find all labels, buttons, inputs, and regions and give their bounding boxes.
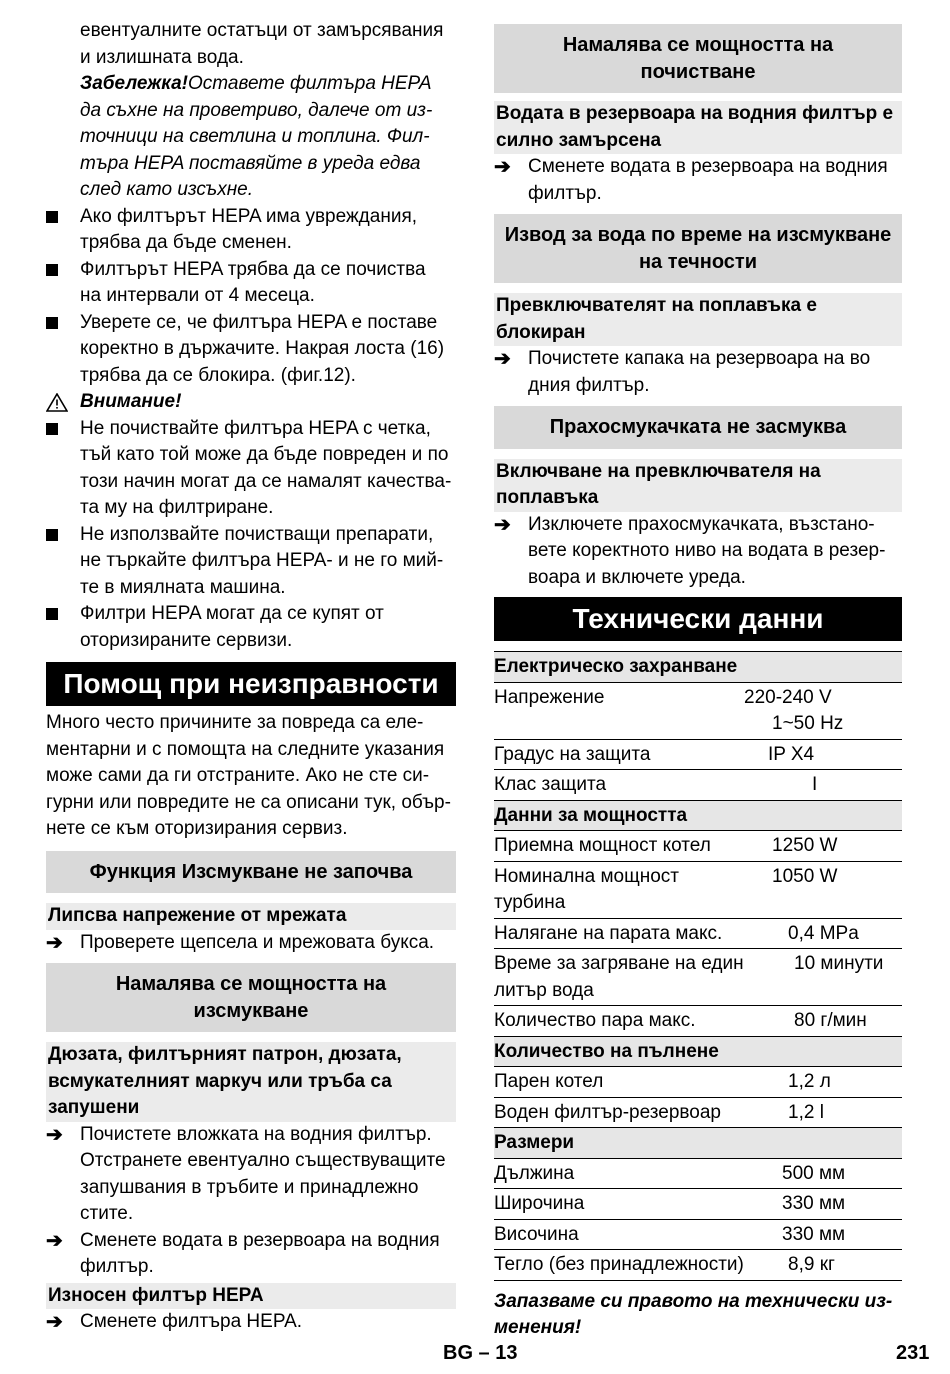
square-bullet-icon (46, 211, 58, 223)
action-item (494, 346, 902, 399)
text-line: Уверете се, че филтъра HEPA е поставе (80, 311, 438, 333)
spec-label: Време за загряване на един литър вода (494, 949, 744, 1006)
spec-label: Градус на защита (494, 739, 744, 770)
table-row (494, 682, 902, 739)
arrow-right-icon: ➔ (46, 1311, 63, 1333)
spec-value-line: 0,4 MPa (788, 922, 859, 944)
table-row (494, 949, 902, 1006)
left-column (46, 18, 456, 1336)
table-category-row (494, 1036, 902, 1067)
spec-value (744, 739, 902, 770)
text-line: Не използвайте почистващи препарати, (80, 523, 434, 545)
subsection-heading: Функция Изсмукване не започва (46, 851, 456, 894)
text-line: Ако филтърът HEPA има увреждания, (80, 205, 418, 227)
fault-heading (46, 1042, 456, 1122)
table-row (494, 1097, 902, 1128)
arrow-right-icon: ➔ (494, 348, 511, 370)
heading-line: Извод за вода по време на изсмукване (504, 224, 892, 246)
text-line: Запазваме си правото на технически из- (494, 1290, 893, 1312)
heading-line: Намалява се мощността на (562, 34, 834, 56)
bullet-item (46, 522, 456, 602)
square-bullet-icon (46, 264, 58, 276)
text-line: Филтри HEPA могат да се купят от оторизираните сервизи. (80, 603, 384, 651)
heading-line: Намалява се мощността на (115, 973, 387, 995)
square-bullet-icon (46, 423, 58, 435)
heading-line: всмукателният маркуч или тръба са (48, 1070, 392, 1092)
text-line: ментарни и с помощта на следните указания (46, 738, 445, 760)
action-item (46, 1228, 456, 1281)
text-line: Проверете щепсела и мрежовата букса. (80, 931, 435, 953)
table-row (494, 1158, 902, 1189)
text-line: Не почиствайте филтъра HEPA с четка, (80, 417, 431, 439)
arrow-right-icon: ➔ (494, 156, 511, 178)
heading-line: Включване на превключвателя на (496, 460, 821, 482)
tech-data-title: Технически данни (494, 597, 902, 641)
arrow-right-icon: ➔ (46, 1229, 63, 1252)
table-category-row (494, 1128, 902, 1159)
text-line: те в миялната машина. (80, 576, 286, 598)
heading-line: почистване (640, 60, 756, 83)
spec-value-line: 500 мм (782, 1162, 846, 1184)
note-text-line: търа HEPA поставяйте в уреда едва (80, 152, 421, 174)
table-row (494, 1250, 902, 1281)
note-label: Забележка! (80, 73, 188, 94)
bullet-item (46, 310, 456, 390)
spec-value-line: 220-240 V (744, 686, 832, 708)
text-line: коректно в държачите. Накрая лоста (16) (80, 338, 445, 359)
text-line: гурни или повредите не са описани тук, обър- (46, 791, 451, 813)
closing-note (494, 1289, 902, 1342)
text-line: трябва да се блокира. (фиг.12). (80, 364, 356, 386)
text-line: филтър. (80, 1256, 154, 1277)
subsection-heading (494, 24, 902, 93)
section-title: Помощ при неизправности (46, 662, 456, 706)
intro-text (46, 18, 456, 71)
table-row (494, 1189, 902, 1220)
action-item (46, 1309, 456, 1336)
category-label: Количество на пълнене (494, 1036, 902, 1067)
action-item (46, 1122, 456, 1228)
spec-value (744, 1250, 902, 1281)
text-line: Изключете прахосмукачката, възстано- (528, 513, 875, 535)
text-line: та му на филтриране. (80, 497, 274, 518)
footer-section-label: BG – 13 (443, 1342, 518, 1364)
category-label: Размери (494, 1128, 902, 1159)
spec-value-line: I (812, 774, 818, 795)
spec-value (744, 682, 902, 739)
spec-value (744, 1158, 902, 1189)
text-line: вете коректното ниво на водата в резер- (528, 540, 886, 561)
spec-value-line: 1,2 л (788, 1071, 831, 1092)
arrow-right-icon: ➔ (46, 1123, 63, 1146)
spec-value-line: 330 мм (782, 1223, 846, 1245)
category-label: Електрическо захранване (494, 652, 902, 683)
table-row (494, 1219, 902, 1250)
text-line: Много често причините за повреда са еле- (46, 712, 424, 733)
note-text-line: Оставете филтъра HEPA (187, 73, 432, 94)
spec-label: Парен котел (494, 1067, 744, 1098)
spec-value-line: 1050 W (772, 865, 838, 887)
note-text-line: точници на светлина и топлина. Фил- (80, 126, 430, 147)
text-line: на интервали от 4 месеца. (80, 285, 315, 306)
text-line: този начин могат да се намалят качества- (80, 470, 452, 492)
spec-value-line: 10 минути (794, 953, 884, 974)
text-line: може сами да ги отстраните. Ако не сте си- (46, 765, 430, 786)
fault-heading (494, 293, 902, 346)
spec-value-line: 8,9 кг (788, 1254, 835, 1275)
fault-heading: Липсва напрежение от мрежата (46, 903, 456, 930)
table-row (494, 918, 902, 949)
square-bullet-icon (46, 317, 58, 329)
text-line: менения! (494, 1317, 582, 1338)
heading-line: Превключвателят на поплавъка е (496, 295, 817, 316)
spec-value (744, 1219, 902, 1250)
square-bullet-icon (46, 608, 58, 620)
spec-value-line: IP X4 (768, 743, 815, 765)
square-bullet-icon (46, 529, 58, 541)
note (46, 71, 456, 204)
category-label: Данни за мощността (494, 800, 902, 831)
table-category-row (494, 800, 902, 831)
text-line: Сменете водата в резервоара на водния (528, 156, 888, 177)
fault-heading (494, 101, 902, 154)
table-row (494, 861, 902, 918)
heading-line: блокиран (496, 321, 586, 343)
heading-line: Дюзата, филтърният патрон, дюзата, (48, 1044, 402, 1065)
spec-value (744, 861, 902, 918)
heading-line: на течности (638, 250, 758, 273)
spec-label: Напрежение (494, 682, 744, 739)
action-item (494, 512, 902, 592)
bullet-item (46, 257, 456, 310)
text-line: Почистете вложката на водния филтър. (80, 1123, 432, 1145)
arrow-right-icon: ➔ (494, 513, 511, 536)
spec-value (744, 1189, 902, 1220)
text-line: Сменете водата в резервоара на водния (80, 1229, 440, 1251)
table-row (494, 770, 902, 801)
tech-data-table (494, 651, 902, 1281)
spec-value-line: 1,2 l (788, 1101, 824, 1123)
heading-line: силно замърсена (496, 129, 662, 151)
bullet-item (46, 601, 456, 654)
text-line: Почистете капака на резервоара на во (528, 348, 871, 369)
heading-line: изсмукване (193, 999, 309, 1022)
text-line: Сменете филтъра HEPA. (80, 1311, 303, 1332)
bullet-item (46, 416, 456, 522)
spec-label: Номинална мощност турбина (494, 861, 744, 918)
fault-heading: Износен филтър HEPA (46, 1283, 456, 1310)
text-line: запушвания в тръбите и принадлежно (80, 1176, 419, 1198)
text-line: воара и включете уреда. (528, 566, 746, 588)
warning-heading (46, 389, 456, 416)
table-row (494, 1067, 902, 1098)
spec-label: Тегло (без принадлежности) (494, 1250, 744, 1281)
spec-label: Приемна мощност котел (494, 831, 744, 862)
fault-heading (494, 459, 902, 512)
text-line: Филтърът HEPA трябва да се почиства (80, 258, 426, 280)
subsection-heading (46, 963, 456, 1032)
spec-value (744, 1067, 902, 1098)
spec-value (744, 918, 902, 949)
spec-value (744, 1006, 902, 1037)
spec-value-line: 1250 W (772, 835, 838, 856)
warning-label: Внимание! (80, 391, 182, 412)
spec-value (744, 949, 902, 1006)
text-line: стите. (80, 1203, 134, 1224)
spec-label: Клас защита (494, 770, 744, 801)
section-intro (46, 710, 456, 843)
spec-value-line: 80 г/мин (794, 1010, 867, 1031)
text-line: и излишната вода. (80, 46, 244, 68)
text-line: евентуалните остатъци от замърсявания (80, 20, 444, 41)
table-row (494, 1006, 902, 1037)
table-row (494, 739, 902, 770)
spec-value (744, 770, 902, 801)
page-number: 231 (896, 1342, 930, 1364)
spec-label: Дължина (494, 1158, 744, 1189)
text-line: дния филтър. (528, 374, 650, 396)
text-line: не търкайте филтъра HEPA- и не го мий- (80, 550, 444, 571)
spec-value-line: 1~50 Hz (772, 713, 844, 734)
right-column (494, 18, 902, 1342)
text-line: нете се към оторизирания сервиз. (46, 818, 348, 839)
spec-label: Налягане на парата макс. (494, 918, 744, 949)
arrow-right-icon: ➔ (46, 931, 63, 954)
spec-value (744, 1097, 902, 1128)
warning-triangle-icon (46, 393, 68, 412)
note-text-line: след като изсъхне. (80, 179, 254, 200)
heading-line: поплавъка (496, 487, 599, 508)
spec-label: Воден филтър-резервоар (494, 1097, 744, 1128)
table-row (494, 831, 902, 862)
text-line: трябва да бъде сменен. (80, 232, 292, 253)
spec-label: Височина (494, 1219, 744, 1250)
text-line: тъй като той може да бъде повреден и по (80, 444, 449, 465)
spec-label: Количество пара макс. (494, 1006, 744, 1037)
text-line: филтър. (528, 182, 602, 204)
text-line: Отстранете евентуално съществуващите (80, 1150, 446, 1171)
spec-value-line: 330 мм (782, 1193, 846, 1214)
table-category-row (494, 652, 902, 683)
note-text-line: да съхне на проветриво, далече от из- (80, 99, 433, 121)
action-item (46, 930, 456, 957)
heading-line: запушени (48, 1097, 140, 1118)
spec-label: Широчина (494, 1189, 744, 1220)
bullet-item (46, 204, 456, 257)
spec-value (744, 831, 902, 862)
heading-line: Водата в резервоара на водния филтър е (496, 103, 894, 124)
subsection-heading (494, 214, 902, 283)
action-item (494, 154, 902, 207)
subsection-heading: Прахосмукачката не засмуква (494, 406, 902, 449)
